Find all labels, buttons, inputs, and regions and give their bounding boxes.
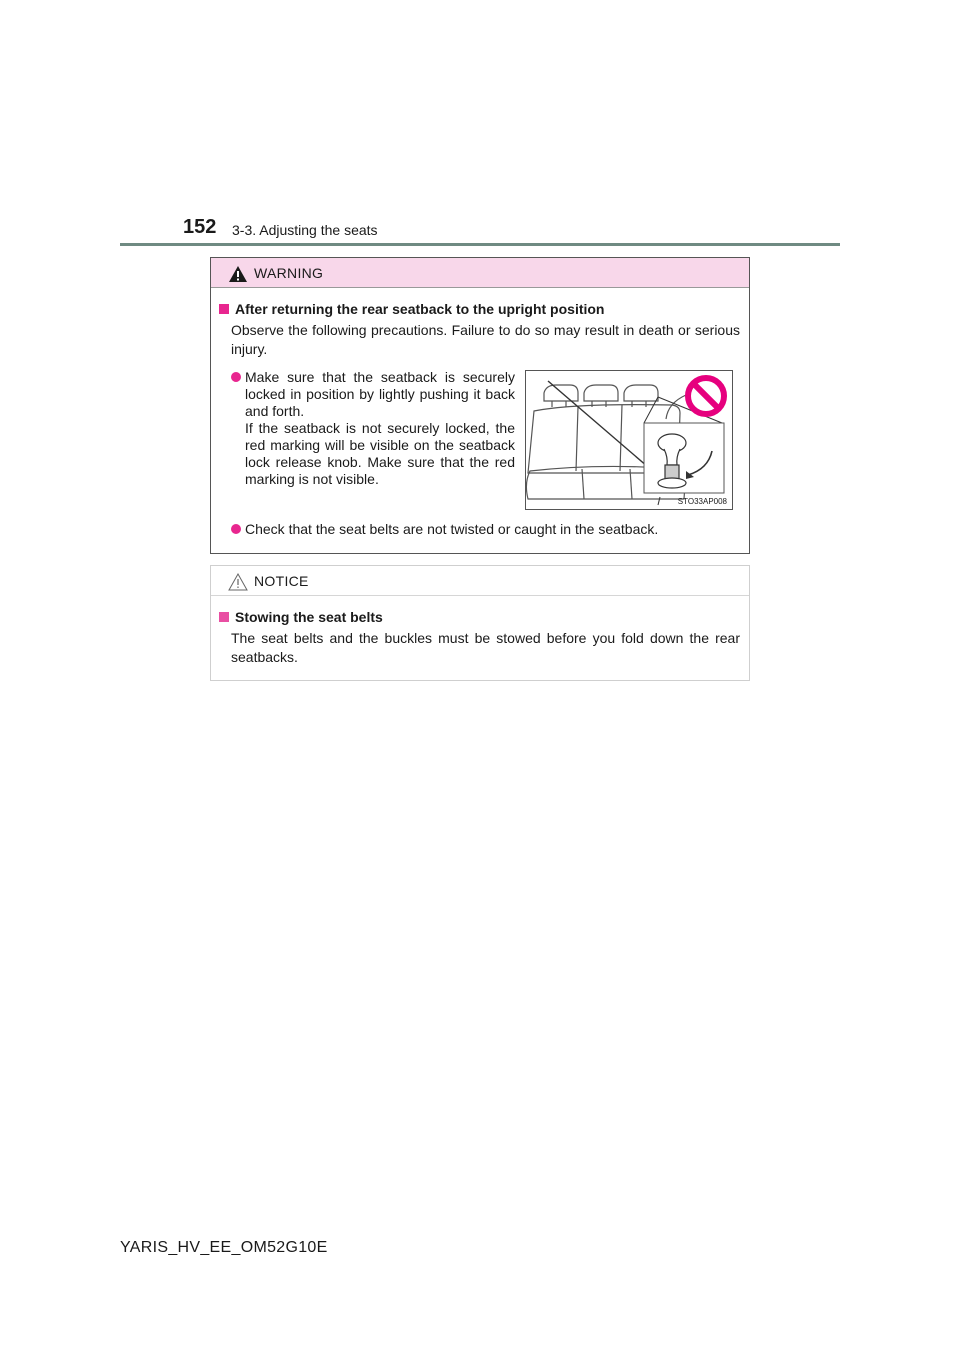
- footer-code: YARIS_HV_EE_OM52G10E: [120, 1239, 328, 1256]
- figure-code: STO33AP008: [677, 497, 727, 506]
- notice-triangle-icon: [228, 573, 248, 591]
- round-bullet-icon: [231, 372, 241, 382]
- rear-seat-drawing: [526, 371, 732, 509]
- round-bullet-icon: [231, 524, 241, 534]
- square-bullet-icon: [219, 612, 229, 622]
- warning-label: WARNING: [254, 265, 324, 281]
- warning-heading: [219, 301, 604, 317]
- warning-bullet-2-text: Check that the seat belts are not twisted or caught in the seatback.: [245, 521, 659, 537]
- section-title: 3-3. Adjusting the seats: [232, 222, 378, 238]
- notice-body: The seat belts and the buckles must be stowed before you fold down the rear seatbacks.: [231, 630, 740, 665]
- notice-heading-text: Stowing the seat belts: [235, 609, 383, 625]
- square-bullet-icon: [219, 304, 229, 314]
- warning-triangle-icon: [228, 265, 248, 283]
- page-number: 152: [183, 216, 217, 238]
- header-rule: [120, 243, 840, 246]
- notice-box: [210, 565, 750, 681]
- warning-header: [211, 258, 749, 288]
- seatback-illustration: [525, 370, 733, 510]
- notice-header: [211, 566, 749, 596]
- warning-intro: Observe the following precautions. Failure to do so may result in death or serious injury.: [231, 322, 740, 357]
- warning-bullet-1-text: Make sure that the seatback is securely locked in position by lightly pushing it back and forth. If the seatback is not securely locked, the red marking will be visible on the seatback lock release knob. Make sure that the red marking is not visible.: [245, 369, 515, 487]
- warning-heading-text: After returning the rear seatback to the upright position: [235, 301, 605, 317]
- warning-box: [210, 257, 750, 554]
- notice-heading: [219, 609, 383, 625]
- notice-label: NOTICE: [254, 573, 309, 589]
